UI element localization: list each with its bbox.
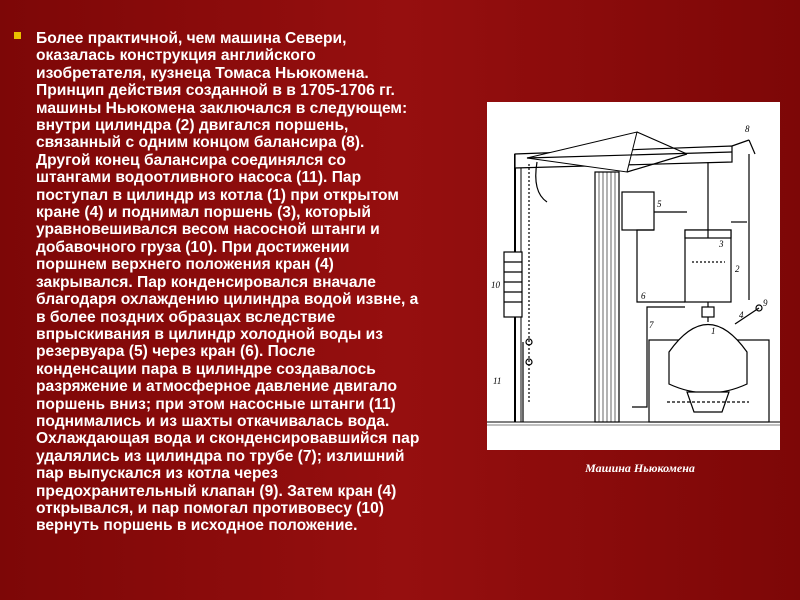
label-7: 7 bbox=[649, 320, 654, 330]
bullet-marker bbox=[14, 32, 21, 39]
newcomen-engine-illustration bbox=[487, 102, 780, 450]
figure-caption: Машина Ньюкомена bbox=[585, 461, 695, 475]
label-3: 3 bbox=[719, 239, 724, 249]
label-4: 4 bbox=[739, 310, 744, 320]
label-10: 10 bbox=[491, 280, 500, 290]
label-9: 9 bbox=[763, 298, 768, 308]
body-text: Более практичной, чем машина Севери, оказалась конструкция английского изобретателя, кузнеца Томаса Ньюкомена. Принцип действия созданной в в 1705-1706 гг. машины Ньюкомена заключался в следующем: внутри цилиндра (2) двигался поршень, связанный с одним концом балансира (8). Другой конец балансира соединялся со штангами водоотливного насоса (11). Пар поступал в цилиндр из котла (1) при открытом кране (4) и поднимал поршень (3), который уравновешивался весом насосной штанги и добавочного груза (10). При достижении поршнем верхнего положения кран (4) закрывался. Пар конденсировался вначале благодаря охлаждению цилиндра водой извне, а в более поздних образцах вследствие впрыскивания в цилиндр холодной воды из резервуара (5) через кран (6). После конденсации пара в цилиндре создавалось разряжение и атмосферное давление двигало поршень вниз; при этом насосные штанги (11) поднимались и из шахты откачивалась вода. Охлаждающая вода и сконденсировавшийся пар удалялись из цилиндра по трубе (7); излишний пар выпускался из котла через предохранительный клапан (9). Затем кран (4) открывался, и пар помогал противовесу (10) вернуть поршень в исходное положение. bbox=[36, 30, 420, 535]
bullet-paragraph bbox=[14, 30, 492, 535]
label-6: 6 bbox=[641, 291, 646, 301]
label-11: 11 bbox=[493, 376, 502, 386]
label-5: 5 bbox=[657, 199, 662, 209]
label-2: 2 bbox=[735, 264, 740, 274]
label-8: 8 bbox=[745, 124, 750, 134]
label-1: 1 bbox=[711, 326, 716, 336]
